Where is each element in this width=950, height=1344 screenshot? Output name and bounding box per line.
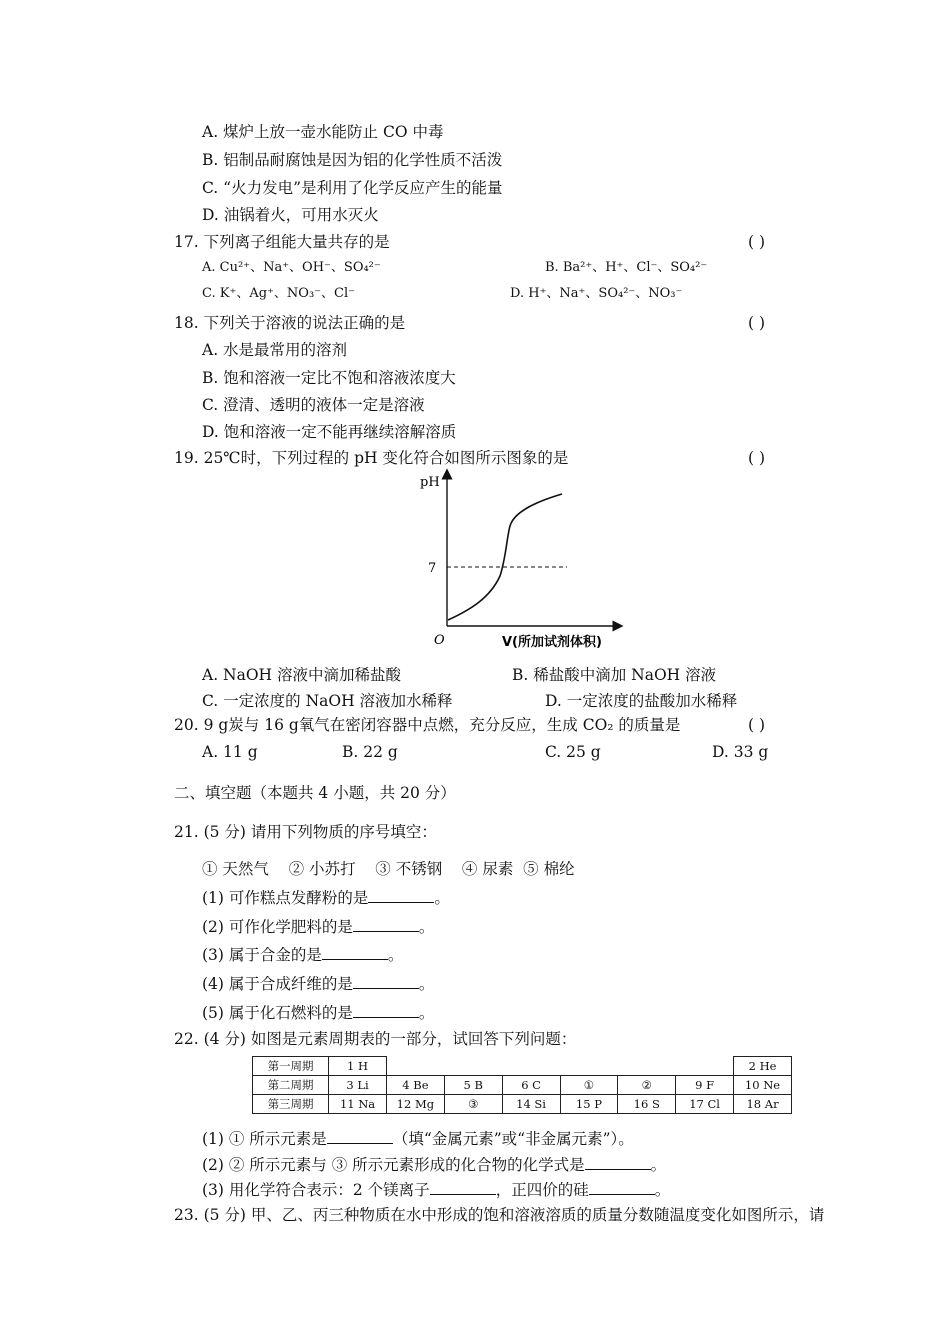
q18-option-c: C. 澄清、透明的液体一定是溶液 — [202, 396, 425, 414]
element-cell: ③ — [444, 1095, 502, 1114]
option-label: D. — [510, 286, 525, 301]
q19-option-a: A. NaOH 溶液中滴加稀盐酸 — [202, 666, 402, 684]
q16-option-c: C. “火力发电”是利用了化学反应产生的能量 — [202, 179, 503, 197]
empty-cell — [444, 1057, 502, 1076]
item-end: 。 — [387, 946, 404, 964]
element-cell: 10 Ne — [734, 1076, 792, 1095]
answer-blank[interactable] — [585, 1155, 651, 1170]
item-text: (1) 可作糕点发酵粉的是 — [202, 889, 369, 907]
q22-stem: 22. (4 分) 如图是元素周期表的一部分，试回答下列问题： — [174, 1030, 577, 1048]
q18-answer-paren: ( ) — [748, 314, 766, 332]
item-end: 。 — [418, 975, 435, 993]
ion-list: H⁺、Na⁺、SO₄²⁻、NO₃⁻ — [528, 286, 683, 301]
q17-answer-paren: ( ) — [748, 233, 766, 251]
item-text: (5) 属于化石燃料的是 — [202, 1004, 353, 1022]
element-cell: 11 Na — [329, 1095, 387, 1114]
q21-substance-list: ① 天然气 ② 小苏打 ③ 不锈钢 ④ 尿素 ⑤ 棉纶 — [202, 860, 575, 878]
answer-blank[interactable] — [368, 888, 434, 903]
q23-stem: 23. (5 分) 甲、乙、丙三种物质在水中形成的饱和溶液溶质的质量分数随温度变化如图所示，请 — [174, 1206, 825, 1224]
x-axis-label: V(所加试剂体积) — [502, 635, 602, 650]
q17-option-d — [510, 284, 682, 304]
answer-blank[interactable] — [353, 1003, 419, 1018]
q19-option-d: D. 一定浓度的盐酸加水稀释 — [545, 692, 738, 710]
item-text: (4) 属于合成纤维的是 — [202, 975, 353, 993]
q18-stem: 18. 下列关于溶液的说法正确的是 — [174, 314, 406, 332]
item-text: (2) 可作化学肥料的是 — [202, 918, 353, 936]
ion-list: Ba²⁺、H⁺、Cl⁻、SO₄²⁻ — [562, 260, 708, 275]
q21-item-1 — [202, 888, 450, 908]
q22-sub-3 — [202, 1180, 670, 1200]
q17-option-c — [202, 284, 355, 304]
q20-option-a: A. 11 g — [202, 743, 258, 761]
q20-option-d: D. 33 g — [712, 743, 769, 761]
element-cell: 9 F — [676, 1076, 734, 1095]
answer-blank[interactable] — [322, 945, 388, 960]
y-axis-label: pH — [420, 475, 440, 490]
q19-answer-paren: ( ) — [748, 449, 766, 467]
sub-text: 。 — [650, 1156, 667, 1174]
empty-cell — [676, 1057, 734, 1076]
q20-stem: 20. 9 g炭与 16 g氧气在密闭容器中点燃，充分反应，生成 CO₂ 的质量是 — [174, 716, 681, 734]
element-cell: 17 Cl — [676, 1095, 734, 1114]
q20-option-c: C. 25 g — [545, 743, 601, 761]
empty-cell — [386, 1057, 444, 1076]
element-cell: 12 Mg — [386, 1095, 444, 1114]
sub-text: (3) 用化学符合表示：2 个镁离子 — [202, 1181, 430, 1199]
q17-stem: 17. 下列离子组能大量共存的是 — [174, 233, 390, 251]
answer-blank[interactable] — [353, 917, 419, 932]
origin-label: O — [434, 633, 445, 648]
q16-option-d: D. 油锅着火，可用水灭火 — [202, 206, 379, 224]
element-cell: 3 Li — [329, 1076, 387, 1095]
answer-blank[interactable] — [430, 1180, 496, 1195]
item-end: 。 — [418, 918, 435, 936]
empty-cell — [502, 1057, 560, 1076]
element-cell: 4 Be — [386, 1076, 444, 1095]
element-cell: 6 C — [502, 1076, 560, 1095]
sub-text: ，正四价的硅 — [495, 1181, 589, 1199]
element-cell: 2 He — [734, 1057, 792, 1076]
element-cell: 15 P — [560, 1095, 618, 1114]
ph-curve-graph — [410, 468, 630, 653]
q18-option-d: D. 饱和溶液一定不能再继续溶解溶质 — [202, 423, 457, 441]
table-row — [253, 1076, 792, 1095]
q21-item-2 — [202, 917, 434, 937]
answer-blank[interactable] — [327, 1129, 393, 1144]
q18-option-a: A. 水是最常用的溶剂 — [202, 341, 348, 359]
element-cell: ① — [560, 1076, 618, 1095]
ion-list: K⁺、Ag⁺、NO₃⁻、Cl⁻ — [219, 286, 355, 301]
item-text: (3) 属于合金的是 — [202, 946, 322, 964]
q21-item-3 — [202, 945, 403, 965]
periodic-table-fragment — [252, 1056, 792, 1114]
table-row — [253, 1057, 792, 1076]
empty-cell — [560, 1057, 618, 1076]
item-end: 。 — [418, 1004, 435, 1022]
option-label: B. — [545, 260, 559, 275]
ph7-label: 7 — [428, 561, 437, 576]
answer-blank[interactable] — [589, 1180, 655, 1195]
q18-option-b: B. 饱和溶液一定比不饱和溶液浓度大 — [202, 369, 456, 387]
period-label: 第三周期 — [253, 1095, 329, 1114]
element-cell: 14 Si — [502, 1095, 560, 1114]
element-cell: ② — [618, 1076, 676, 1095]
q22-sub-1 — [202, 1129, 634, 1149]
q22-sub-2 — [202, 1155, 666, 1175]
option-label: A. — [202, 260, 216, 275]
sub-text: (1) ① 所示元素是 — [202, 1130, 327, 1148]
q20-answer-paren: ( ) — [748, 716, 766, 734]
item-end: 。 — [434, 889, 450, 907]
q21-item-4 — [202, 974, 434, 994]
period-label: 第二周期 — [253, 1076, 329, 1095]
element-cell: 5 B — [444, 1076, 502, 1095]
element-cell: 18 Ar — [734, 1095, 792, 1114]
element-cell: 1 H — [329, 1057, 387, 1076]
table-row — [253, 1095, 792, 1114]
answer-blank[interactable] — [353, 974, 419, 989]
q21-stem: 21. (5 分) 请用下列物质的序号填空： — [174, 823, 437, 841]
q19-stem: 19. 25℃时，下列过程的 pH 变化符合如图所示图象的是 — [174, 449, 569, 467]
element-cell: 16 S — [618, 1095, 676, 1114]
q16-option-b: B. 铝制品耐腐蚀是因为铝的化学性质不活泼 — [202, 151, 503, 169]
ph-curve — [448, 494, 562, 620]
q19-option-c: C. 一定浓度的 NaOH 溶液加水稀释 — [202, 692, 453, 710]
q17-option-b — [545, 258, 707, 278]
ion-list: Cu²⁺、Na⁺、OH⁻、SO₄²⁻ — [219, 260, 381, 275]
q16-option-a: A. 煤炉上放一壶水能防止 CO 中毒 — [202, 123, 444, 141]
q17-option-a — [202, 258, 381, 278]
option-label: C. — [202, 286, 216, 301]
period-label: 第一周期 — [253, 1057, 329, 1076]
sub-text: （填“金属元素”或“非金属元素”）。 — [392, 1130, 634, 1148]
q21-item-5 — [202, 1003, 434, 1023]
q20-option-b: B. 22 g — [342, 743, 398, 761]
sub-text: 。 — [654, 1181, 671, 1199]
section-2-title: 二、填空题（本题共 4 小题，共 20 分） — [174, 784, 456, 802]
empty-cell — [618, 1057, 676, 1076]
q19-option-b: B. 稀盐酸中滴加 NaOH 溶液 — [512, 666, 717, 684]
sub-text: (2) ② 所示元素与 ③ 所示元素形成的化合物的化学式是 — [202, 1156, 585, 1174]
